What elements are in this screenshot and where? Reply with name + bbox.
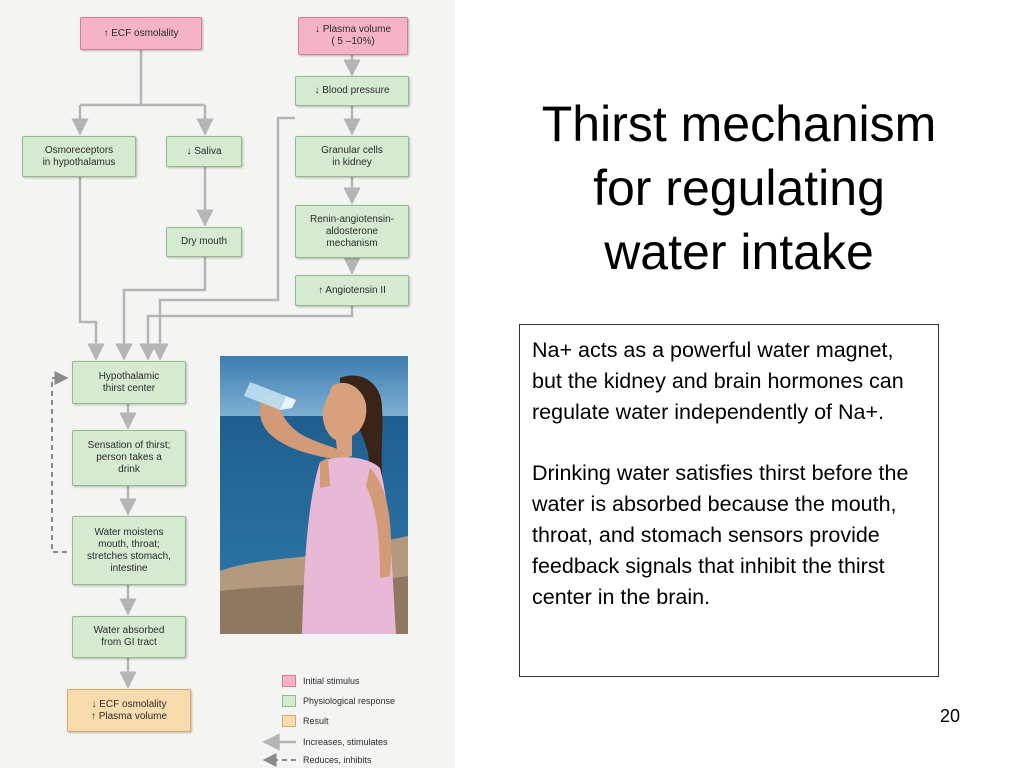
woman-drinking-water-photo <box>220 356 408 634</box>
result-box: ↓ ECF osmolality ↑ Plasma volume <box>67 689 191 732</box>
dry-mouth-box: Dry mouth <box>166 227 242 257</box>
legend-physiological-response: Physiological response <box>303 696 396 706</box>
osmoreceptors-box: Osmoreceptors in hypothalamus <box>22 136 136 177</box>
sensation-of-thirst-box: Sensation of thirst; person takes a drink <box>72 430 186 486</box>
slide-title: Thirst mechanism for regulating water intake <box>541 96 937 280</box>
legend-increases: Increases, stimulates <box>303 737 388 747</box>
water-absorbed-box: Water absorbed from GI tract <box>72 616 186 658</box>
water-moistens-box: Water moistens mouth, throat; stretches stomach, intestine <box>72 516 186 585</box>
plasma-volume-decrease-box: ↓ Plasma volume ( 5 –10%) <box>298 17 408 55</box>
legend-result: Result <box>303 716 329 726</box>
blood-pressure-decrease-box: ↓ Blood pressure <box>295 76 409 106</box>
thirst-flowchart <box>0 0 455 768</box>
explanation-paragraph-2: Drinking water satisfies thirst before the water is absorbed because the mouth, throat, and stomach sensors provide feedback signals that inhibit the thirst center in the brain. <box>532 461 909 609</box>
legend-swatch-initial-stimulus <box>282 675 296 687</box>
explanation-box <box>519 324 939 677</box>
legend-reduces: Reduces, inhibits <box>303 755 372 765</box>
legend-initial-stimulus: Initial stimulus <box>303 676 360 686</box>
saliva-decrease-box: ↓ Saliva <box>166 136 242 167</box>
ecf-osmolality-increase-box: ↑ ECF osmolality <box>80 17 202 50</box>
granular-cells-box: Granular cells in kidney <box>295 136 409 177</box>
legend-swatch-result <box>282 715 296 727</box>
raas-box: Renin-angiotensin- aldosterone mechanism <box>295 205 409 258</box>
angiotensin-increase-box: ↑ Angiotensin II <box>295 275 409 306</box>
hypothalamic-thirst-center-box: Hypothalamic thirst center <box>72 361 186 404</box>
legend-swatch-physiological-response <box>282 695 296 707</box>
slide-number: 20 <box>939 706 961 726</box>
explanation-paragraph-1: Na+ acts as a powerful water magnet, but the kidney and brain hormones can regulate water independently of Na+. <box>532 338 904 424</box>
